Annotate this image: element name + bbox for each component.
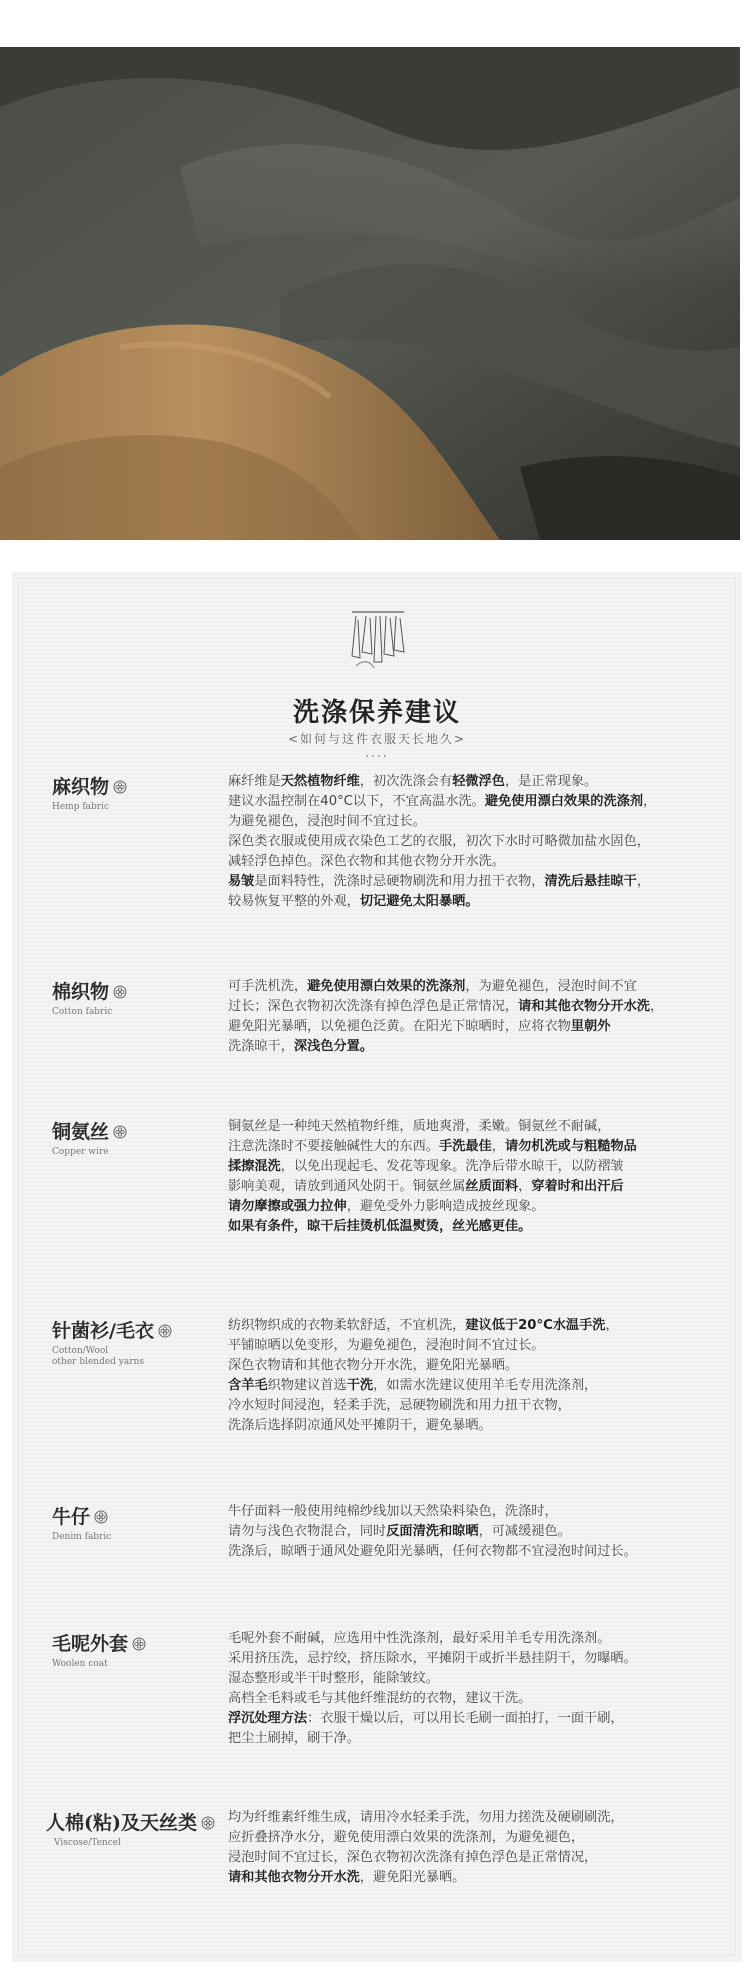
body-line	[228, 1416, 728, 1436]
body-line	[228, 1848, 728, 1868]
flower-icon	[113, 982, 127, 1004]
body-text: 冷水短时间浸泡，轻柔手洗，忌硬物刷洗和用力扭干衣物，	[228, 1398, 571, 1413]
body-line	[228, 1396, 728, 1416]
title-dots: ....	[365, 746, 389, 760]
body-line	[228, 1177, 728, 1197]
section-title: 麻织物	[52, 776, 110, 798]
section-body	[228, 1808, 728, 1888]
body-text: 铜氨丝是一种纯天然植物纤维，质地爽滑，柔嫩。铜氨丝不耐碱，	[228, 1119, 611, 1134]
body-text: 可手洗机洗，	[228, 979, 308, 994]
body-line	[228, 892, 728, 912]
body-line	[228, 1649, 728, 1669]
body-text: 洗涤后，晾晒于通风处避免阳光暴晒，任何衣物都不宜浸泡时间过长。	[228, 1544, 637, 1559]
body-text: ，以免出现起毛、发花等现象。洗净后带水晾干，以防褶皱	[280, 1159, 624, 1174]
section-body	[228, 1316, 728, 1436]
flower-icon	[201, 1813, 215, 1835]
section-english: Woolen coat	[52, 1659, 108, 1669]
section-title: 铜氨丝	[52, 1121, 110, 1143]
body-text: ，	[650, 999, 664, 1014]
bold-text: 穿着时和出汗后	[531, 1179, 624, 1194]
body-text: 织物建议首选	[267, 1378, 347, 1393]
section-english: Viscose/Tencel	[54, 1838, 121, 1848]
bold-text: 浮沉处理方法	[228, 1711, 308, 1726]
fabric-photo	[0, 47, 740, 540]
bold-text: 干洗	[346, 1378, 374, 1393]
body-line	[228, 1709, 728, 1729]
body-text: 浸泡时间不宜过长，深色衣物初次洗涤有掉色浮色是正常情况，	[228, 1850, 598, 1865]
bold-text: 清洗后悬挂晾干	[544, 874, 637, 889]
body-line	[228, 1316, 728, 1336]
flower-icon	[158, 1321, 172, 1343]
bold-text: 深浅色分置。	[293, 1039, 374, 1054]
body-text: ，	[636, 874, 650, 889]
care-card	[12, 572, 742, 1962]
body-line	[228, 1689, 728, 1709]
body-line	[228, 872, 728, 892]
body-text: 注意洗涤时不要接触碱性大的东西。	[228, 1139, 439, 1154]
bold-text: 请勿摩擦或强力拉伸	[228, 1199, 347, 1214]
body-text: 湿态整形或半干时整形，能除皱纹。	[228, 1671, 439, 1686]
body-line	[228, 1017, 728, 1037]
body-text: 为避免褪色，浸泡时间不宜过长。	[228, 814, 426, 829]
body-text: ：衣服干燥以后，可以用长毛刷一面拍打，一面干刷，	[307, 1711, 624, 1726]
body-text: 深色类衣服或使用成衣染色工艺的衣服，初次下水时可略微加盐水固色，	[228, 834, 650, 849]
body-line	[228, 1197, 728, 1217]
page-title: 洗涤保养建议	[292, 698, 461, 728]
body-line	[228, 1808, 728, 1828]
body-text: 麻纤维是	[228, 774, 281, 789]
bold-text: 轻微浮色	[452, 774, 505, 789]
body-text: ，可减缓褪色。	[478, 1524, 571, 1539]
body-text: ，	[518, 1179, 532, 1194]
section-body	[228, 1117, 728, 1237]
body-text: 平铺晾晒以免变形，为避免褪色，浸泡时间不宜过长。	[228, 1338, 545, 1353]
body-line	[228, 772, 728, 792]
section-title: 人棉(粘)及天丝类	[46, 1812, 197, 1834]
body-text: 较易恢复平整的外观，	[228, 894, 360, 909]
section-body	[228, 772, 728, 912]
body-text: 应折叠挤净水分，避免使用漂白效果的洗涤剂，为避免褪色，	[228, 1830, 585, 1845]
body-text: ，避免受外力影响造成披丝现象。	[346, 1199, 545, 1214]
bold-text: 请和其他衣物分开水洗	[228, 1870, 360, 1885]
body-text: 建议水温控制在40°C以下，不宜高温水洗。	[228, 794, 485, 809]
body-line	[228, 812, 728, 832]
bold-text: 避免使用漂白效果的洗涤剂	[484, 794, 644, 809]
body-line	[228, 977, 728, 997]
body-line	[228, 1117, 728, 1137]
body-line	[228, 1502, 728, 1522]
body-text: 影响美观，请放到通风处阴干。铜氨丝属	[228, 1179, 466, 1194]
body-line	[228, 1137, 728, 1157]
bold-text: 含羊毛	[228, 1378, 268, 1393]
body-text: 洗涤后选择阴凉通风处平摊阴干，避免暴晒。	[228, 1418, 492, 1433]
body-text: 深色衣物请和其他衣物分开水洗，避免阳光暴晒。	[228, 1358, 519, 1373]
body-text: ，	[605, 1318, 619, 1333]
body-line	[228, 832, 728, 852]
section-body	[228, 1502, 728, 1562]
bold-text: 里朝外	[570, 1019, 611, 1034]
body-text: 是面料特性，洗涤时忌硬物刷洗和用力扭干衣物，	[254, 874, 545, 889]
body-text: 请勿与浅色衣物混合，同时	[228, 1524, 387, 1539]
section-english: Copper wire	[52, 1147, 109, 1157]
flower-icon	[94, 1507, 108, 1529]
body-line	[228, 1356, 728, 1376]
body-line	[228, 1037, 728, 1057]
section-title: 牛仔	[52, 1506, 91, 1528]
flower-icon	[113, 777, 127, 799]
body-line	[228, 1522, 728, 1542]
body-line	[228, 1157, 728, 1177]
body-text: 毛呢外套不耐碱，应选用中性洗涤剂，最好采用羊毛专用洗涤剂。	[228, 1631, 611, 1646]
body-text: 过长；深色衣物初次洗涤有掉色浮色是正常情况，	[228, 999, 519, 1014]
bold-text: 揉擦混洗	[228, 1159, 281, 1174]
flower-icon	[113, 1122, 127, 1144]
body-line	[228, 1868, 728, 1888]
body-text: 减轻浮色掉色。深色衣物和其他衣物分开水洗。	[228, 854, 505, 869]
body-line	[228, 1542, 728, 1562]
section-english: Cotton/Wool other blended yarns	[52, 1346, 144, 1367]
flower-icon	[132, 1634, 146, 1656]
bold-text: 丝质面料	[465, 1179, 519, 1194]
section-title: 棉织物	[52, 981, 110, 1003]
body-text: ，	[643, 794, 657, 809]
section-title: 针菌衫/毛衣	[52, 1320, 154, 1342]
clothes-rack-icon	[348, 606, 408, 680]
body-text: ，是正常现象。	[504, 774, 598, 789]
section-title: 毛呢外套	[52, 1633, 129, 1655]
body-text: 均为纤维素纤维生成，请用冷水轻柔手洗，勿用力搓洗及硬刷刷洗，	[228, 1810, 624, 1825]
body-text: ，为避免褪色，浸泡时间不宜	[465, 979, 637, 994]
body-line	[228, 1629, 728, 1649]
body-text: ，避免阳光暴晒。	[359, 1870, 466, 1885]
bold-text: 如果有条件，晾干后挂烫机低温熨烫，丝光感更佳。	[228, 1219, 532, 1234]
body-text: ，初次洗涤会有	[359, 774, 453, 789]
body-line	[228, 997, 728, 1017]
page-subtitle: <如何与这件衣服天长地久>	[287, 732, 467, 746]
bold-text: 天然植物纤维	[280, 774, 360, 789]
bold-text: 手洗最佳	[439, 1139, 492, 1154]
bold-text: 请勿机洗或与粗糙物品	[504, 1139, 637, 1154]
body-line	[228, 852, 728, 872]
section-body	[228, 977, 728, 1057]
bold-text: 切记避免太阳暴晒。	[359, 894, 479, 909]
body-line	[228, 1729, 728, 1749]
section-english: Cotton fabric	[52, 1007, 113, 1017]
section-english: Hemp fabric	[52, 802, 110, 812]
body-text: ，如需水洗建议使用羊毛专用洗涤剂，	[373, 1378, 598, 1393]
bold-text: 避免使用漂白效果的洗涤剂	[307, 979, 466, 994]
section-english: Denim fabric	[52, 1532, 112, 1542]
bold-text: 反面清洗和晾晒	[386, 1524, 479, 1539]
body-text: 高档全毛料或毛与其他纤维混纺的衣物，建议干洗。	[228, 1691, 532, 1706]
body-text: 把尘土刷掉，刷干净。	[228, 1731, 360, 1746]
body-line	[228, 1669, 728, 1689]
body-text: 避免阳光暴晒，以免褪色泛黄。在阳光下晾晒时，应将衣物	[228, 1019, 571, 1034]
body-text: 牛仔面料一般使用纯棉纱线加以天然染料染色，洗涤时，	[228, 1504, 558, 1519]
body-line	[228, 792, 728, 812]
body-text: 采用挤压洗，忌拧绞，挤压除水，平摊阴干或折半悬挂阴干，勿曝晒。	[228, 1651, 637, 1666]
bold-text: 易皱	[228, 874, 255, 889]
body-text: 纺织物织成的衣物柔软舒适，不宜机洗，	[228, 1318, 466, 1333]
body-text: ，	[491, 1139, 505, 1154]
body-line	[228, 1217, 728, 1237]
body-line	[228, 1828, 728, 1848]
bold-text: 请和其他衣物分开水洗	[518, 999, 650, 1014]
body-line	[228, 1376, 728, 1396]
body-text: 洗涤晾干，	[228, 1039, 294, 1054]
body-line	[228, 1336, 728, 1356]
section-body	[228, 1629, 728, 1749]
bold-text: 建议低于20°C水温手洗	[465, 1318, 606, 1333]
